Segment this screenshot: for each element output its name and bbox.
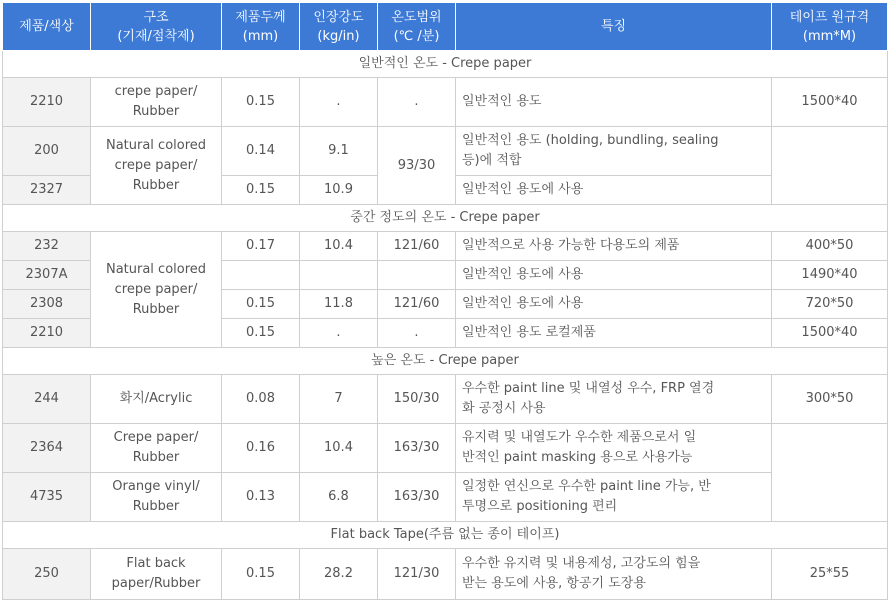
- tensile-cell: 7: [300, 375, 378, 424]
- size-cell: 1500*40: [772, 78, 888, 127]
- feature-cell: 일반적인 용도 (holding, bundling, sealing 등)에 적합: [456, 127, 772, 176]
- size-cell: 25*55: [772, 549, 888, 600]
- product-id: 2210: [3, 78, 91, 127]
- tensile-cell: [300, 261, 378, 290]
- section-title-high: 높은 온도 - Crepe paper: [3, 348, 888, 375]
- thickness-cell: 0.14: [222, 127, 300, 176]
- table-row: [3, 78, 888, 127]
- product-id: 232: [3, 232, 91, 261]
- size-cell: 400*50: [772, 232, 888, 261]
- product-id: 4735: [3, 473, 91, 522]
- thickness-cell: 0.08: [222, 375, 300, 424]
- product-id: 2307A: [3, 261, 91, 290]
- temp-cell: 163/30: [378, 424, 456, 473]
- size-cell: [772, 127, 888, 205]
- header-temp-range: 온도범위 (℃ /분): [378, 3, 456, 51]
- section-title-flatback: Flat back Tape(주름 없는 종이 테이프): [3, 522, 888, 549]
- product-id: 2364: [3, 424, 91, 473]
- tensile-cell: 28.2: [300, 549, 378, 600]
- feature-cell: 일반적인 용도에 사용: [456, 176, 772, 205]
- temp-cell: .: [378, 78, 456, 127]
- table-row: [3, 232, 888, 261]
- thickness-cell: 0.16: [222, 424, 300, 473]
- header-tape-size: 테이프 원규격 (mm*M): [772, 3, 888, 51]
- header-thickness: 제품두께 (mm): [222, 3, 300, 51]
- temp-cell: 121/30: [378, 549, 456, 600]
- thickness-cell: 0.15: [222, 176, 300, 205]
- size-cell: 1490*40: [772, 261, 888, 290]
- table-row: [3, 549, 888, 600]
- table-row: [3, 424, 888, 473]
- header-row: [3, 3, 888, 51]
- thickness-cell: 0.17: [222, 232, 300, 261]
- size-cell: 1500*40: [772, 319, 888, 348]
- tensile-cell: 10.9: [300, 176, 378, 205]
- size-cell: 720*50: [772, 290, 888, 319]
- tensile-cell: 10.4: [300, 424, 378, 473]
- table-row: [3, 473, 888, 522]
- structure-cell: Natural colored crepe paper/ Rubber: [91, 127, 222, 205]
- product-id: 250: [3, 549, 91, 600]
- header-product: 제품/색상: [3, 3, 91, 51]
- temp-cell: 163/30: [378, 473, 456, 522]
- tensile-cell: 11.8: [300, 290, 378, 319]
- feature-cell: 일반적인 용도에 사용: [456, 290, 772, 319]
- structure-cell: 화지/Acrylic: [91, 375, 222, 424]
- size-cell: 300*50: [772, 375, 888, 424]
- feature-cell: 일반적인 용도: [456, 78, 772, 127]
- feature-cell: 유지력 및 내열도가 우수한 제품으로서 일 반적인 paint masking 용으로 사용가능: [456, 424, 772, 473]
- tensile-cell: .: [300, 78, 378, 127]
- temp-cell: .: [378, 319, 456, 348]
- feature-cell: 일반적으로 사용 가능한 다용도의 제품: [456, 232, 772, 261]
- feature-cell: 일반적인 용도에 사용: [456, 261, 772, 290]
- structure-cell: Flat back paper/Rubber: [91, 549, 222, 600]
- section-row-flatback: [3, 522, 888, 549]
- section-title-general: 일반적인 온도 - Crepe paper: [3, 51, 888, 78]
- structure-cell: Orange vinyl/ Rubber: [91, 473, 222, 522]
- header-tensile: 인장강도 (kg/in): [300, 3, 378, 51]
- tensile-cell: .: [300, 319, 378, 348]
- feature-cell: 일반적인 용도 로컬제품: [456, 319, 772, 348]
- table-row: [3, 375, 888, 424]
- header-structure: 구조 (기재/점착제): [91, 3, 222, 51]
- thickness-cell: 0.15: [222, 78, 300, 127]
- section-row-medium: [3, 205, 888, 232]
- temp-cell: [378, 261, 456, 290]
- thickness-cell: [222, 261, 300, 290]
- feature-cell: 우수한 paint line 및 내열성 우수, FRP 열경 화 공정시 사용: [456, 375, 772, 424]
- temp-cell: 121/60: [378, 290, 456, 319]
- tape-spec-table: [2, 2, 888, 600]
- section-title-medium: 중간 정도의 온도 - Crepe paper: [3, 205, 888, 232]
- temp-cell: 93/30: [378, 127, 456, 205]
- section-row-general: [3, 51, 888, 78]
- thickness-cell: 0.15: [222, 290, 300, 319]
- tensile-cell: 10.4: [300, 232, 378, 261]
- header-feature: 특징: [456, 3, 772, 51]
- structure-cell: Natural colored crepe paper/ Rubber: [91, 232, 222, 348]
- tensile-cell: 9.1: [300, 127, 378, 176]
- thickness-cell: 0.15: [222, 319, 300, 348]
- product-id: 244: [3, 375, 91, 424]
- structure-cell: Crepe paper/ Rubber: [91, 424, 222, 473]
- product-id: 200: [3, 127, 91, 176]
- product-id: 2308: [3, 290, 91, 319]
- size-cell: [772, 424, 888, 522]
- product-id: 2210: [3, 319, 91, 348]
- table-row: [3, 127, 888, 176]
- section-row-high: [3, 348, 888, 375]
- temp-cell: 150/30: [378, 375, 456, 424]
- thickness-cell: 0.13: [222, 473, 300, 522]
- feature-cell: 일정한 연신으로 우수한 paint line 가능, 반 투명으로 positioning 편리: [456, 473, 772, 522]
- product-id: 2327: [3, 176, 91, 205]
- structure-cell: crepe paper/ Rubber: [91, 78, 222, 127]
- temp-cell: 121/60: [378, 232, 456, 261]
- tensile-cell: 6.8: [300, 473, 378, 522]
- feature-cell: 우수한 유지력 및 내용제성, 고강도의 힘을 받는 용도에 사용, 항공기 도장용: [456, 549, 772, 600]
- thickness-cell: 0.15: [222, 549, 300, 600]
